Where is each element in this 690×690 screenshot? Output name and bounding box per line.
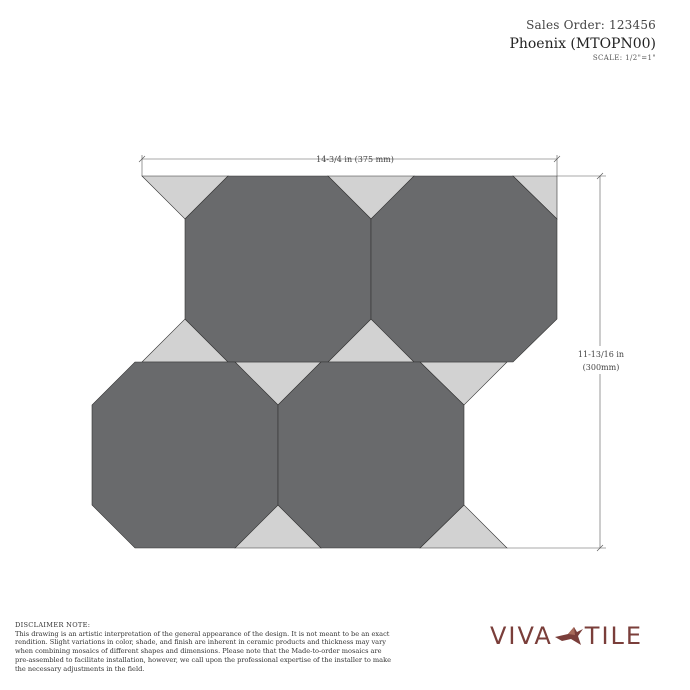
- disclaimer-line: pre-assembled to facilitate installation, however, we call upon the professional expertise of the installer to make: [15, 655, 391, 664]
- height-dimension-label: 11-13/16 in: [577, 350, 625, 359]
- product-title: Phoenix (MTOPN00): [509, 36, 656, 52]
- sales-order-number: Sales Order: 123456: [526, 18, 656, 32]
- octagon-tile: [185, 176, 371, 362]
- logo-text-left: VIVA: [490, 622, 553, 650]
- logo-text-right: TILE: [584, 622, 644, 650]
- octagon-tile: [92, 362, 278, 548]
- height-dimension-label-metric: (300mm): [582, 363, 620, 372]
- disclaimer-heading: DISCLAIMER NOTE:: [15, 621, 91, 629]
- disclaimer-note: [15, 621, 435, 673]
- hummingbird-icon: [554, 623, 584, 649]
- scale-label: SCALE: 1/2"=1": [592, 54, 656, 62]
- octagon-tile: [278, 362, 464, 548]
- width-dimension-label: 14-3/4 in (375 mm): [316, 155, 394, 164]
- disclaimer-line: This drawing is an artistic interpretation of the general appearance of the design. It is not meant to be an exact: [15, 629, 390, 638]
- viva-tile-logo: [490, 622, 643, 650]
- disclaimer-line: rendition. Slight variations in color, shade, and finish are inherent in ceramic products and thickness may vary: [15, 638, 386, 647]
- disclaimer-line: the necessary adjustments in the field.: [15, 664, 145, 673]
- octagon-group: [92, 176, 557, 548]
- octagon-tile: [371, 176, 557, 362]
- disclaimer-line: when combining mosaics of different shapes and dimensions. Please note that the Made-to-order mosaics are: [15, 647, 382, 656]
